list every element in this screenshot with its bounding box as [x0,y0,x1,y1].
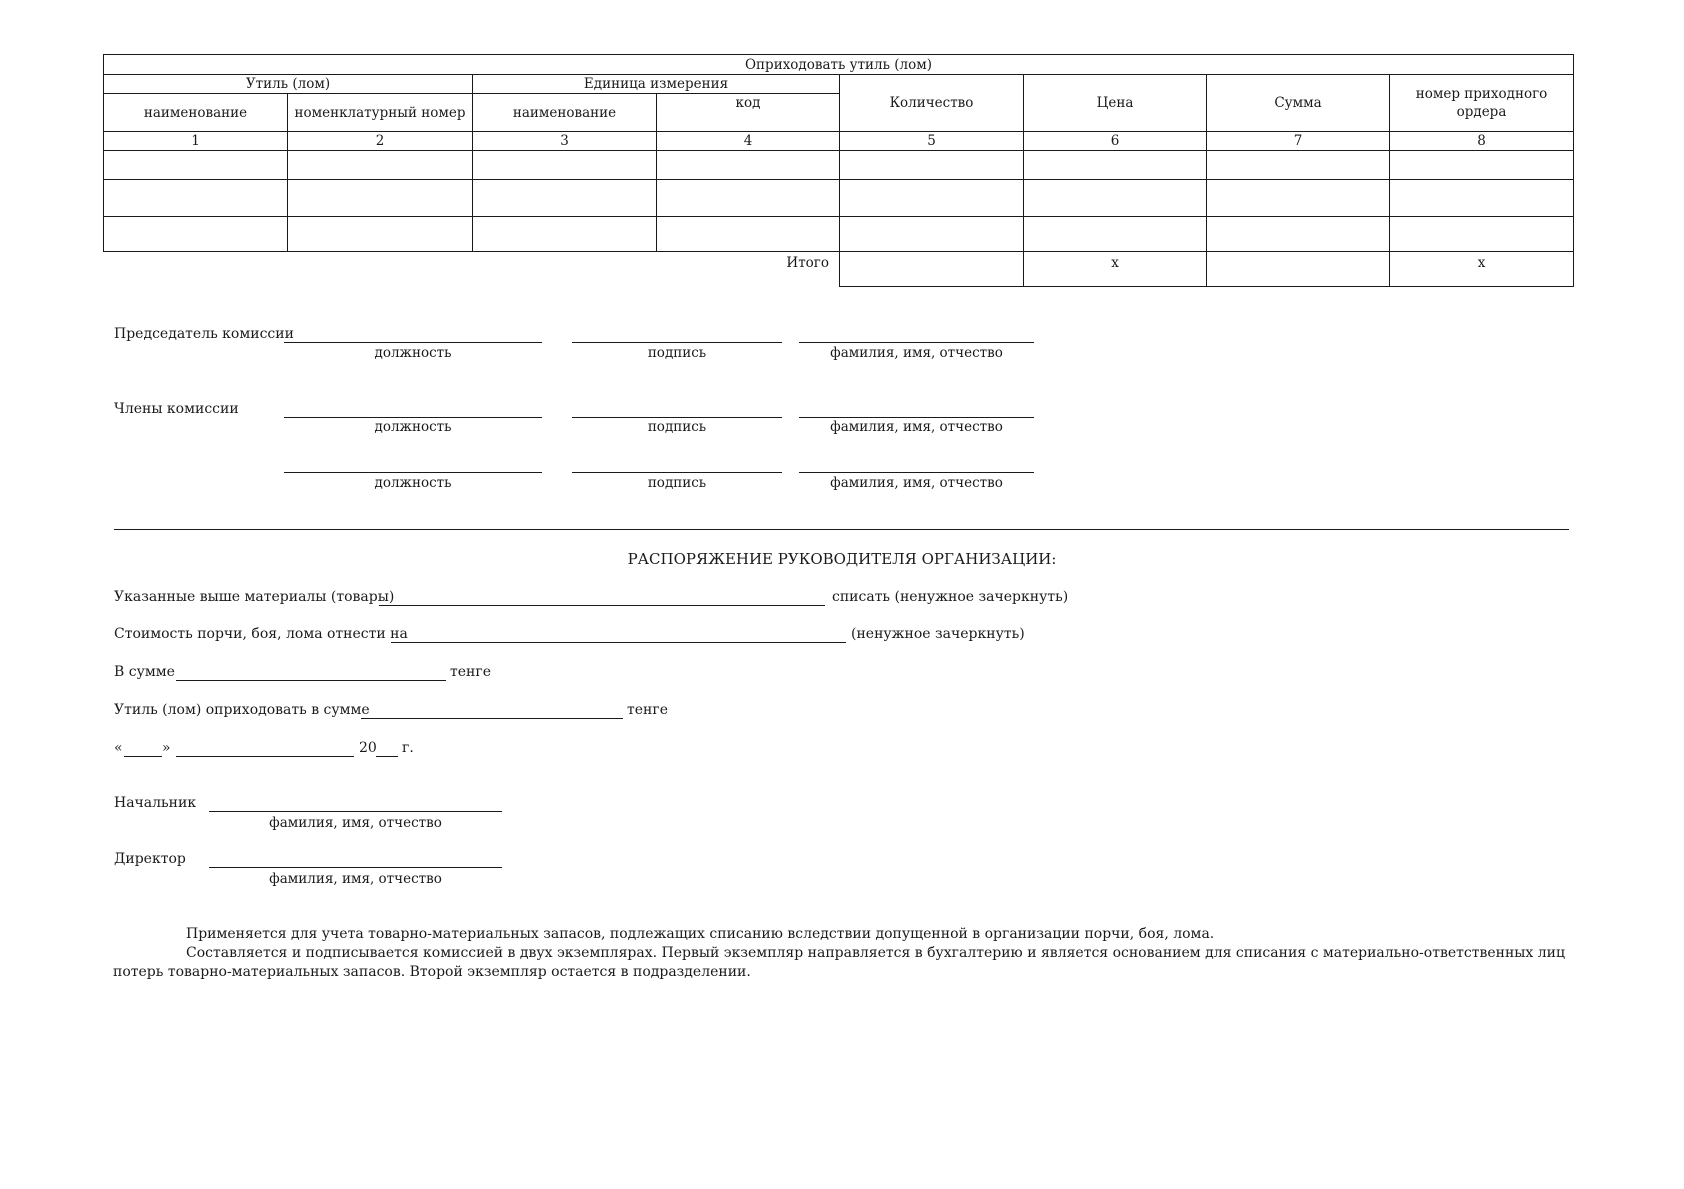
col-scrap-number-header: номенклатурный номер [288,94,473,132]
table-cell[interactable] [657,217,840,252]
date-close-quote: » [162,740,171,756]
caption-fullname: фамилия, имя, отчество [830,475,1003,491]
head-label: Начальник [114,795,197,811]
table-cell[interactable] [657,180,840,217]
table-cell[interactable] [1390,217,1574,252]
table-cell[interactable] [840,217,1024,252]
col-number: 8 [1390,132,1574,151]
col-number: 7 [1207,132,1390,151]
director-label: Директор [114,851,186,867]
col-number: 1 [104,132,288,151]
caption-position: должность [374,475,452,491]
col-number: 4 [657,132,840,151]
table-cell[interactable] [1390,151,1574,180]
chairman-fullname-line[interactable] [799,342,1034,343]
table-cell[interactable] [104,151,288,180]
member1-fullname-line[interactable] [799,417,1034,418]
caption-signature: подпись [647,419,707,435]
col-number: 6 [1024,132,1207,151]
table-cell[interactable] [1207,217,1390,252]
total-order-cell: x [1390,252,1574,287]
caption-signature: подпись [647,345,707,361]
table-cell[interactable] [657,151,840,180]
member2-fullname-line[interactable] [799,472,1034,473]
total-sum-cell[interactable] [1207,252,1390,287]
scrap-table [103,54,1574,287]
order-line2-field[interactable] [391,642,846,643]
chairman-signature-line[interactable] [572,342,782,343]
note-paragraph-2: Составляется и подписывается комиссией в двух экземплярах. Первый экземпляр направляется в бухгалтерию и является основанием для списания с материально-ответственных лиц потерь товарно-материальных запасов. Второй экземпляр остается в подразделении. [113,945,1565,980]
table-row [104,217,1574,252]
col-number: 5 [840,132,1024,151]
table-cell[interactable] [840,180,1024,217]
col-sum-header: Сумма [1207,75,1390,132]
group-scrap-header: Утиль (лом) [104,75,473,94]
col-unit-code-header: код [657,94,840,132]
table-cell[interactable] [1207,151,1390,180]
order-line2-prefix: Стоимость порчи, боя, лома отнести на [114,626,408,642]
caption-fullname: фамилия, имя, отчество [830,345,1003,361]
date-year-field[interactable] [376,756,398,757]
caption-signature: подпись [647,475,707,491]
date-day-field[interactable] [124,756,162,757]
member2-position-line[interactable] [284,472,542,473]
order-line1-prefix: Указанные выше материалы (товары) [114,589,395,605]
member1-position-line[interactable] [284,417,542,418]
table-cell[interactable] [840,151,1024,180]
date-year-prefix: 20 [359,740,377,756]
order-line4-suffix: тенге [627,702,668,718]
table-cell[interactable] [473,180,657,217]
date-month-field[interactable] [176,756,354,757]
order-line1-field[interactable] [379,605,825,606]
order-title: РАСПОРЯЖЕНИЕ РУКОВОДИТЕЛЯ ОРГАНИЗАЦИИ: [627,550,1057,568]
total-price-cell: x [1024,252,1207,287]
note-paragraph-1: Применяется для учета товарно-материальных запасов, подлежащих списанию вследствии допущенной в организации порчи, боя, лома. [186,926,1215,942]
table-cell[interactable] [104,180,288,217]
table-row [104,180,1574,217]
table-cell[interactable] [104,217,288,252]
order-line1-suffix: списать (ненужное зачеркнуть) [832,589,1069,605]
table-title: Оприходовать утиль (лом) [104,55,1574,75]
caption-fullname: фамилия, имя, отчество [830,419,1003,435]
col-number: 3 [473,132,657,151]
order-scrap-sum-field[interactable] [361,718,623,719]
col-number: 2 [288,132,473,151]
section-divider [114,529,1569,530]
table-cell[interactable] [473,217,657,252]
caption-fullname: фамилия, имя, отчество [269,815,442,831]
table-cell[interactable] [1390,180,1574,217]
caption-position: должность [374,345,452,361]
member2-signature-line[interactable] [572,472,782,473]
chairman-position-line[interactable] [284,342,542,343]
table-cell[interactable] [473,151,657,180]
date-suffix: г. [402,740,414,756]
member1-signature-line[interactable] [572,417,782,418]
order-line4-prefix: Утиль (лом) оприходовать в сумме [114,702,370,718]
order-line3-prefix: В сумме [114,664,175,680]
total-label: Итого [657,252,840,287]
group-unit-header: Единица измерения [473,75,840,94]
order-line2-suffix: (ненужное зачеркнуть) [851,626,1025,642]
total-quantity-cell[interactable] [840,252,1024,287]
usage-notes [113,925,1565,982]
members-label: Члены комиссии [114,401,239,417]
date-open-quote: « [114,740,123,756]
table-cell[interactable] [288,180,473,217]
caption-position: должность [374,419,452,435]
caption-fullname: фамилия, имя, отчество [269,871,442,887]
director-fullname-line[interactable] [209,867,502,868]
total-row [104,252,1574,287]
col-quantity-header: Количество [840,75,1024,132]
table-cell[interactable] [1024,180,1207,217]
order-sum-field[interactable] [176,680,446,681]
table-cell[interactable] [288,217,473,252]
col-price-header: Цена [1024,75,1207,132]
table-cell[interactable] [1024,151,1207,180]
table-cell[interactable] [288,151,473,180]
col-unit-name-header: наименование [473,94,657,132]
order-line3-suffix: тенге [450,664,491,680]
table-cell[interactable] [1207,180,1390,217]
chairman-label: Председатель комиссии [114,326,294,342]
col-scrap-name-header: наименование [104,94,288,132]
table-row [104,151,1574,180]
head-fullname-line[interactable] [209,811,502,812]
col-order-header: номер приходного ордера [1390,75,1574,132]
table-cell[interactable] [1024,217,1207,252]
